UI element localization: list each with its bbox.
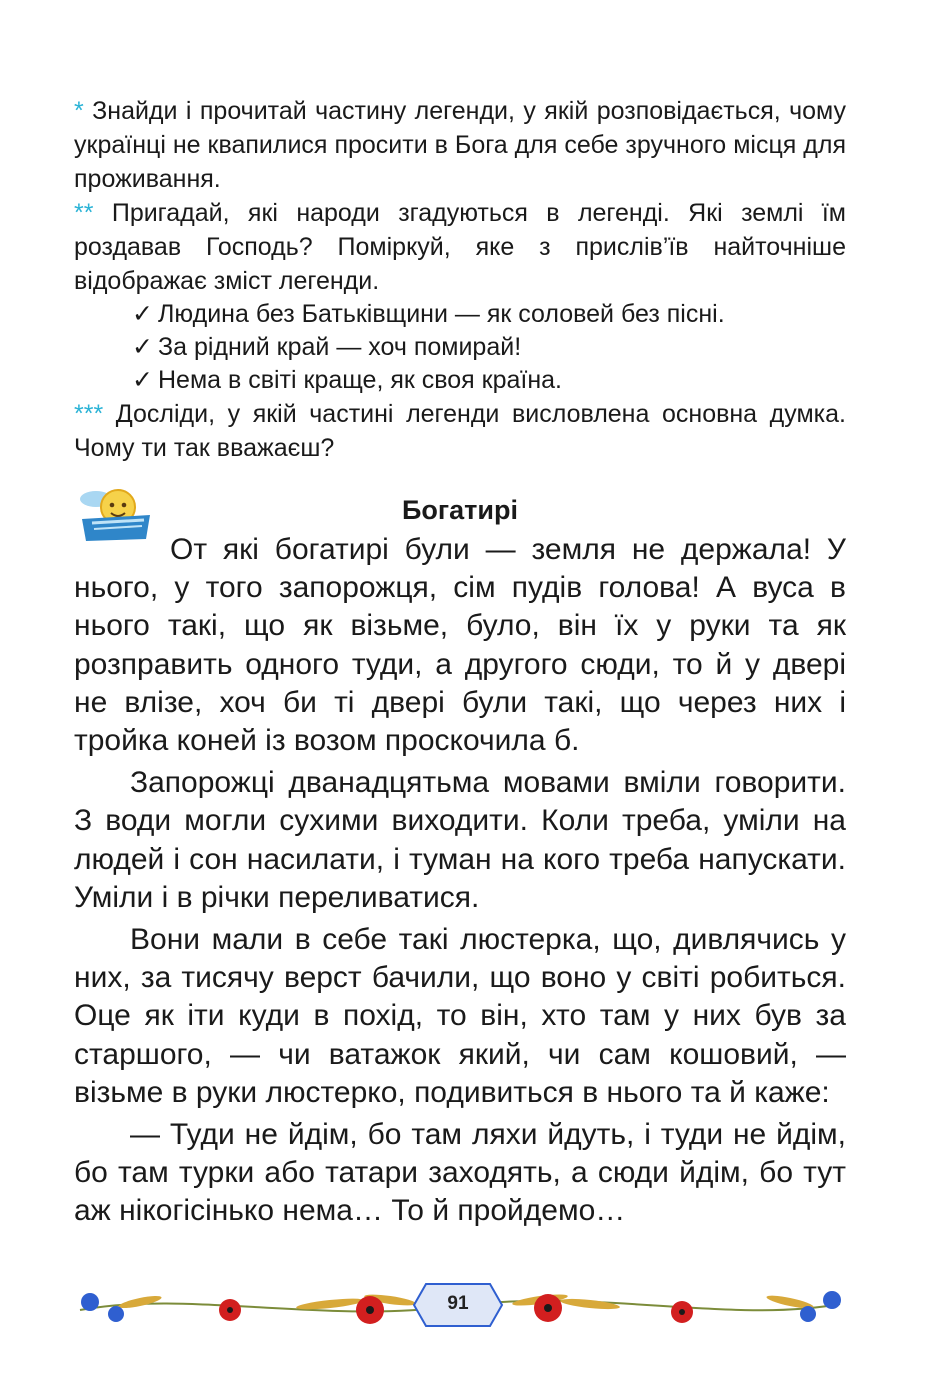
story-paragraph: Вони мали в себе такі люстерка, що, дивлячись у них, за тисячу верст бачили, що воно у світі робиться. Оце як іти куди в похід, то він, хто там у них був за старшого, — чи ватажок який, чи сам кошовий, — візьме в руки люстерко, подивиться в нього та й каже:: [74, 923, 846, 1109]
proverb-item: [74, 364, 846, 397]
story-paragraph: Запорожці дванадцятьма мовами вміли говорити. З води могли сухими виходити. Коли треба, уміли на людей і сон насилати, і туман на кого треба напускати. Уміли і в річки переливатися.: [74, 766, 846, 914]
star-marker: ***: [74, 400, 104, 428]
proverb-text: Нема в світі краще, як своя країна.: [158, 366, 562, 394]
ornament-footer: [70, 1280, 846, 1330]
question-2: [74, 196, 846, 298]
star-marker: *: [74, 97, 84, 125]
star-marker: **: [74, 199, 94, 227]
story-paragraph: От які богатирі були — земля не держала! У нього, у того запорожця, сім пудів голова! А вуса в нього такі, що як візьме, було, він їх у руки та як розправить одного туди, а другого сюди, то й у двері не влізе, хоч би ті двері були такі, що через них і тройка коней із возом проскочила б.: [74, 533, 846, 758]
question-text: Знайди і прочитай частину легенди, у якій розповідається, чому українці не квапилися просити в Бога для себе зручного місця для проживання.: [74, 97, 846, 193]
proverb-item: [74, 331, 846, 364]
question-1: [74, 94, 846, 196]
question-text: Пригадай, які народи згадуються в легенді. Які землі їм роздавав Господь? Поміркуй, яке з прислів’їв найточніше відображає зміст легенди.: [74, 199, 846, 295]
question-text: Досліди, у якій частині легенди висловлена основна думка. Чому ти так вважаєш?: [74, 400, 846, 462]
check-icon: ✓: [132, 333, 153, 361]
proverb-text: За рідний край — хоч помирай!: [158, 333, 522, 361]
proverb-text: Людина без Батьківщини — як соловей без пісні.: [158, 300, 725, 328]
story-header: [74, 485, 846, 531]
page-number: 91: [447, 1293, 469, 1314]
proverb-list: [74, 298, 846, 397]
check-icon: ✓: [132, 366, 153, 394]
check-icon: ✓: [132, 300, 153, 328]
story-paragraph: — Туди не йдім, бо там ляхи йдуть, і туди не йдім, бо там турки або татари заходять, а сюди йдім, бо тут аж нікогісінько нема… То й пройдемо…: [74, 1118, 846, 1228]
proverb-item: [74, 298, 846, 331]
question-3: [74, 397, 846, 465]
story-title: Богатирі: [402, 495, 518, 525]
page-content: [74, 94, 846, 1231]
